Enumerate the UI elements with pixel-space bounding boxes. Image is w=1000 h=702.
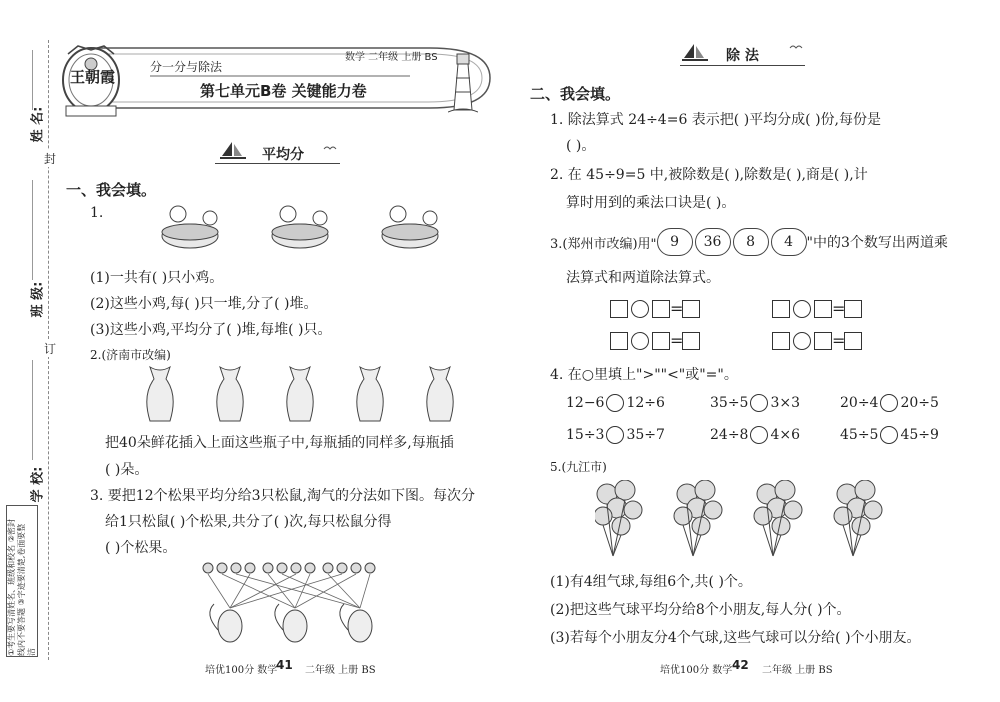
q1-line-1: 1. 除法算式 24÷4=6 表示把( )平均分成( )份,每份是 [550,112,881,128]
notes-box [6,505,38,657]
section-underline [680,65,805,66]
footer-right: 二年级 上册 BS [762,665,833,676]
balloon-group-3 [754,480,802,556]
vase-1 [147,367,173,421]
balloons-illustration [595,480,915,562]
page-number: 41 [276,658,293,672]
vase-2 [217,367,243,421]
balloon-group-2 [674,480,722,556]
q3-blank-row-2b[interactable]: = [772,330,862,350]
notes-text: ①考生要写清姓名、班级和校名 ②密封线内不要答题 ③字迹要清楚,卷面要整洁 [7,519,36,656]
q3-line-3: ( )个松果。 [105,540,177,556]
sailboat-icon [680,42,710,64]
q4-answer-circle[interactable] [880,394,898,412]
q4-answer-circle[interactable] [606,426,624,444]
balloon-group-1 [595,480,642,556]
q1-part-b: (2)这些小鸡,每( )只一堆,分了( )堆。 [90,296,318,312]
q4-item-6: 45÷5 45÷9 [840,427,939,443]
seal-mark-1: 封 [44,152,57,166]
q3-blank-row-1a[interactable]: = [610,298,700,318]
unit-topic: 分一分与除法 [150,60,223,74]
q2-number: 2.(济南市改编) [90,348,171,362]
q4-item-1: 12−6 12÷6 [566,395,665,411]
q4-item-5: 24÷8 4×6 [710,427,800,443]
rabbit-number-cards [657,228,807,256]
q4-answer-circle[interactable] [606,394,624,412]
q4-answer-circle[interactable] [750,394,768,412]
q5-part-b: (2)把这些气球平均分给8个小朋友,每人分( )个。 [550,602,851,618]
rabbit-card-4: 4 [771,228,807,256]
sailboat-icon [218,140,248,162]
vase-3 [287,367,313,421]
squirrels-pinecones-illustration [200,560,390,650]
q4-answer-circle[interactable] [750,426,768,444]
q1-line-2: ( )。 [566,138,596,154]
footer-left: 培优100分 数学 [205,665,278,676]
class-label: 班 级: [30,281,46,318]
part-heading: 一、我会填。 [66,181,157,199]
q3-suffix: "中的3个数写出两道乘 [806,235,948,251]
school-blank [32,360,33,460]
name-label: 姓 名: [30,106,46,143]
q1-number: 1. [90,205,104,221]
q2-line-2: 算时用到的乘法口诀是( )。 [566,195,736,211]
footer-right: 二年级 上册 BS [305,665,376,676]
q4-item-4: 15÷3 35÷7 [566,427,665,443]
part-heading: 二、我会填。 [530,85,621,103]
page-title: 第七单元B卷 关键能力卷 [200,82,367,100]
vases-illustration [140,365,460,427]
footer-left: 培优100分 数学 [660,665,733,676]
balloon-group-4 [834,480,882,556]
q3-line-1: 3. 要把12个松果平均分给3只松鼠,淘气的分法如下图。每次分 [90,488,475,504]
chick-bowl-group-2 [272,206,328,248]
vase-4 [357,367,383,421]
chick-bowl-group-3 [382,206,438,248]
name-blank [32,50,33,110]
q3-line-1 [550,222,948,262]
class-blank [32,180,33,280]
subject-info: 数学 二年级 上册 BS [345,52,438,63]
school-label: 学 校: [30,466,46,503]
q1-part-c: (3)这些小鸡,平均分了( )堆,每堆( )只。 [90,322,332,338]
birds-icon [322,143,344,153]
q2-line-1: 2. 在 45÷9=5 中,被除数是( ),除数是( ),商是( ),计 [550,167,868,183]
seal-mark-2: 订 [44,342,57,356]
section-underline [215,163,340,164]
q1-part-a: (1)一共有( )只小鸡。 [90,270,224,286]
rabbit-card-3: 8 [733,228,769,256]
q4-intro: 4. 在○里填上">""<"或"="。 [550,367,738,383]
rabbit-card-1: 9 [657,228,693,256]
rabbit-card-2: 36 [695,228,731,256]
logo-text: 王朝霞 [70,68,116,86]
q2-line-2: ( )朵。 [105,462,149,478]
q5-part-c: (3)若每个小朋友分4个气球,这些气球可以分给( )个小朋友。 [550,630,921,646]
lighthouse-icon [448,50,478,116]
page-number: 42 [732,658,749,672]
chicks-illustration [160,200,460,260]
section-title: 平均分 [262,147,304,163]
q4-item-3: 20÷4 20÷5 [840,395,939,411]
q3-prefix: 3.(郑州市改编)用" [550,236,657,252]
chick-bowl-group-1 [162,206,218,248]
q5-number: 5.(九江市) [550,460,607,474]
right-page [500,0,1000,702]
q5-part-a: (1)有4组气球,每组6个,共( )个。 [550,574,752,590]
q3-line-2: 给1只松鼠( )个松果,共分了( )次,每只松鼠分得 [105,514,392,530]
birds-icon [788,42,810,52]
q4-item-2: 35÷5 3×3 [710,395,800,411]
q4-answer-circle[interactable] [880,426,898,444]
q3-blank-row-1b[interactable]: = [772,298,862,318]
q2-line-1: 把40朵鲜花插入上面这些瓶子中,每瓶插的同样多,每瓶插 [105,435,454,451]
q3-line-2: 法算式和两道除法算式。 [566,270,720,286]
q3-blank-row-2a[interactable]: = [610,330,700,350]
vase-5 [427,367,453,421]
section-title: 除 法 [726,48,759,64]
